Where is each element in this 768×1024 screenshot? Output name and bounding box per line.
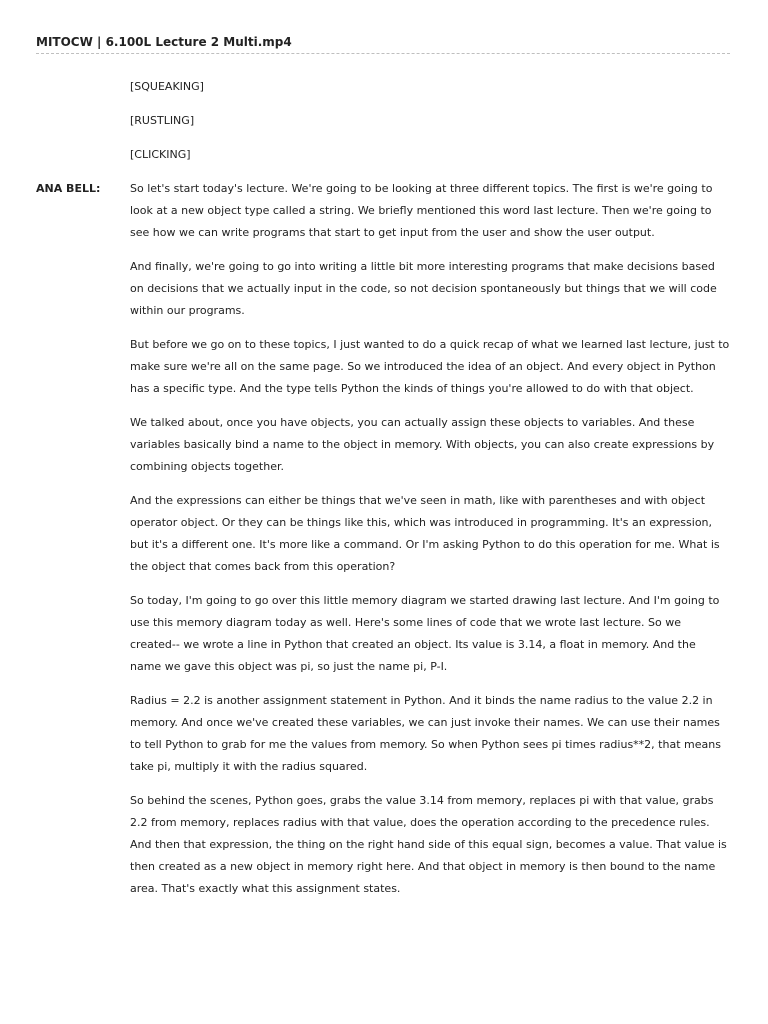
transcript-entry (36, 144, 730, 166)
transcript-paragraph: And the expressions can either be things that we've seen in math, like with parentheses and with object operator object. Or they can be things like this, which was introduced in programming. It's an expression, but it's a different one. It's more like a command. Or I'm asking Python to do this operation for me. What is the object that comes back from this operation? (130, 494, 720, 573)
transcript-entry (36, 412, 730, 478)
transcript-paragraph: [RUSTLING] (130, 114, 195, 127)
transcript-paragraph: [CLICKING] (130, 148, 191, 161)
transcript-entry (36, 178, 730, 244)
transcript-paragraph: [SQUEAKING] (130, 80, 204, 93)
transcript-paragraph: So today, I'm going to go over this little memory diagram we started drawing last lecture. And I'm going to use this memory diagram today as well. Here's some lines of code that we wrote last lecture. So we created-- we wrote a line in Python that created an object. Its value is 3.14, a float in memory. And the name we gave this object was pi, so just the name pi, P-I. (130, 594, 720, 673)
transcript-paragraph: So let's start today's lecture. We're going to be looking at three different topics. The first is we're going to look at a new object type called a string. We briefly mentioned this word last lecture. Then we're going to see how we can write programs that start to get input from the user and show the user output. (130, 182, 713, 239)
transcript (36, 76, 730, 912)
document-header (36, 34, 730, 54)
transcript-entry (36, 490, 730, 578)
transcript-entry (36, 110, 730, 132)
transcript-entry (36, 256, 730, 322)
transcript-entry (36, 76, 730, 98)
transcript-entry (36, 590, 730, 678)
transcript-paragraph: Radius = 2.2 is another assignment statement in Python. And it binds the name radius to the value 2.2 in memory. And once we've created these variables, we can just invoke their names. We can use their names to tell Python to grab for me the values from memory. So when Python sees pi times radius**2, that means take pi, multiply it with the radius squared. (130, 694, 721, 773)
transcript-entry (36, 790, 730, 900)
transcript-entry (36, 334, 730, 400)
transcript-paragraph: And finally, we're going to go into writing a little bit more interesting programs that make decisions based on decisions that we actually input in the code, so not decision spontaneously but things that we will code within our programs. (130, 260, 717, 317)
transcript-paragraph: But before we go on to these topics, I just wanted to do a quick recap of what we learned last lecture, just to make sure we're all on the same page. So we introduced the idea of an object. And every object in Python has a specific type. And the type tells Python the kinds of things you're allowed to do with that object. (130, 338, 730, 395)
transcript-entry (36, 690, 730, 778)
transcript-paragraph: We talked about, once you have objects, you can actually assign these objects to variables. And these variables basically bind a name to the object in memory. With objects, you can also create expressions by combining objects together. (130, 416, 715, 473)
speaker-label: ANA BELL: (36, 182, 101, 195)
document-title: MITOCW | 6.100L Lecture 2 Multi.mp4 (36, 35, 292, 49)
transcript-paragraph: So behind the scenes, Python goes, grabs the value 3.14 from memory, replaces pi with that value, grabs 2.2 from memory, replaces radius with that value, does the operation according to the precedence rules. And then that expression, the thing on the right hand side of this equal sign, becomes a value. That value is then created as a new object in memory right here. And that object in memory is then bound to the name area. That's exactly what this assignment states. (130, 794, 727, 895)
